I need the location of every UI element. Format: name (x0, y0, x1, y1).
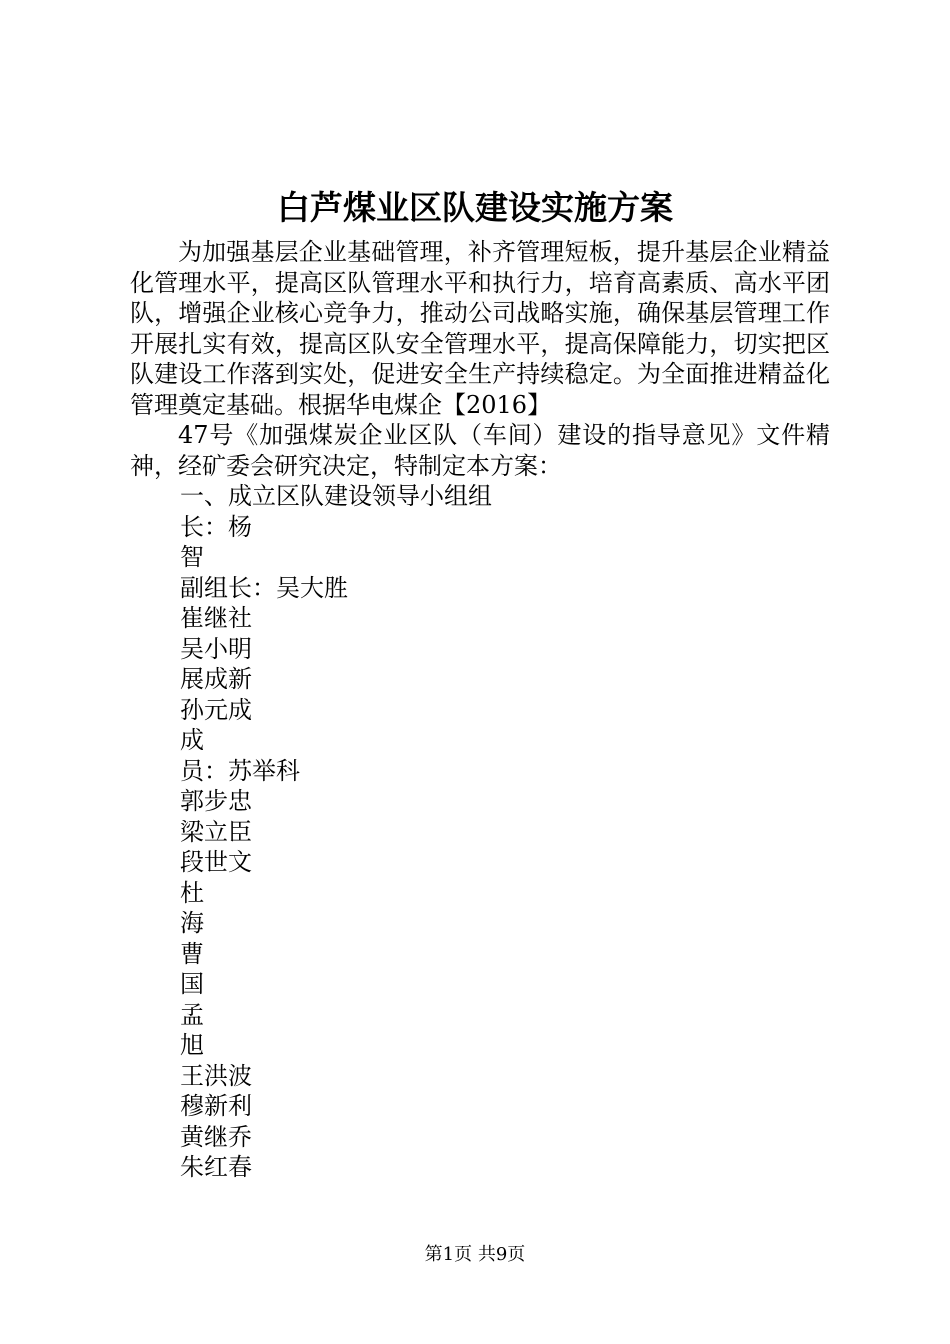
document-body (130, 237, 830, 1183)
list-item: 成 (180, 726, 204, 754)
list-item: 黄继乔 (180, 1122, 252, 1151)
list-item: 段世文 (180, 848, 252, 876)
intro-paragraph: 为加强基层企业基础管理，补齐管理短板，提升基层企业精益化管理水平，提高区队管理水平和执行力，培育高素质、高水平团队，增强企业核心竞争力，推动公司战略实施，确保基层管理工作开展扎实有效，提高区队安全管理水平，提高保障能力，切实把区队建设工作落到实处，促进安全生产持续稳定。为全面推进精益化管理奠定基础。根据华电煤企【2016】 (130, 238, 830, 419)
list-item: 曹 (180, 939, 204, 968)
list-item: 郭步忠 (180, 787, 252, 815)
list-item: 国 (180, 970, 204, 998)
document-title: 白芦煤业区队建设实施方案 (277, 188, 673, 227)
list-item: 副组长：吴大胜 (180, 573, 348, 602)
list-item: 杜 (180, 878, 204, 907)
list-item: 旭 (180, 1031, 204, 1059)
list-item: 吴小明 (180, 634, 252, 663)
list-item: 梁立臣 (180, 817, 252, 846)
list-item: 王洪波 (180, 1061, 252, 1090)
list-item: 一、成立区队建设领导小组组 (180, 482, 492, 510)
basis-paragraph: 47号《加强煤炭企业区队（车间）建设的指导意见》文件精神，经矿委会研究决定，特制定本方案： (130, 421, 830, 480)
leadership-list (130, 481, 830, 1183)
list-item: 智 (180, 543, 204, 571)
list-item: 海 (180, 909, 204, 937)
page-footer: 第1页 共9页 (424, 1244, 526, 1265)
list-item: 穆新利 (180, 1092, 252, 1120)
list-item: 孟 (180, 1000, 204, 1029)
list-item: 展成新 (180, 665, 252, 693)
list-item: 长：杨 (180, 512, 252, 541)
list-item: 孙元成 (180, 695, 252, 724)
list-item: 朱红春 (180, 1153, 252, 1181)
list-item: 崔继社 (180, 604, 252, 632)
list-item: 员：苏举科 (180, 756, 300, 785)
